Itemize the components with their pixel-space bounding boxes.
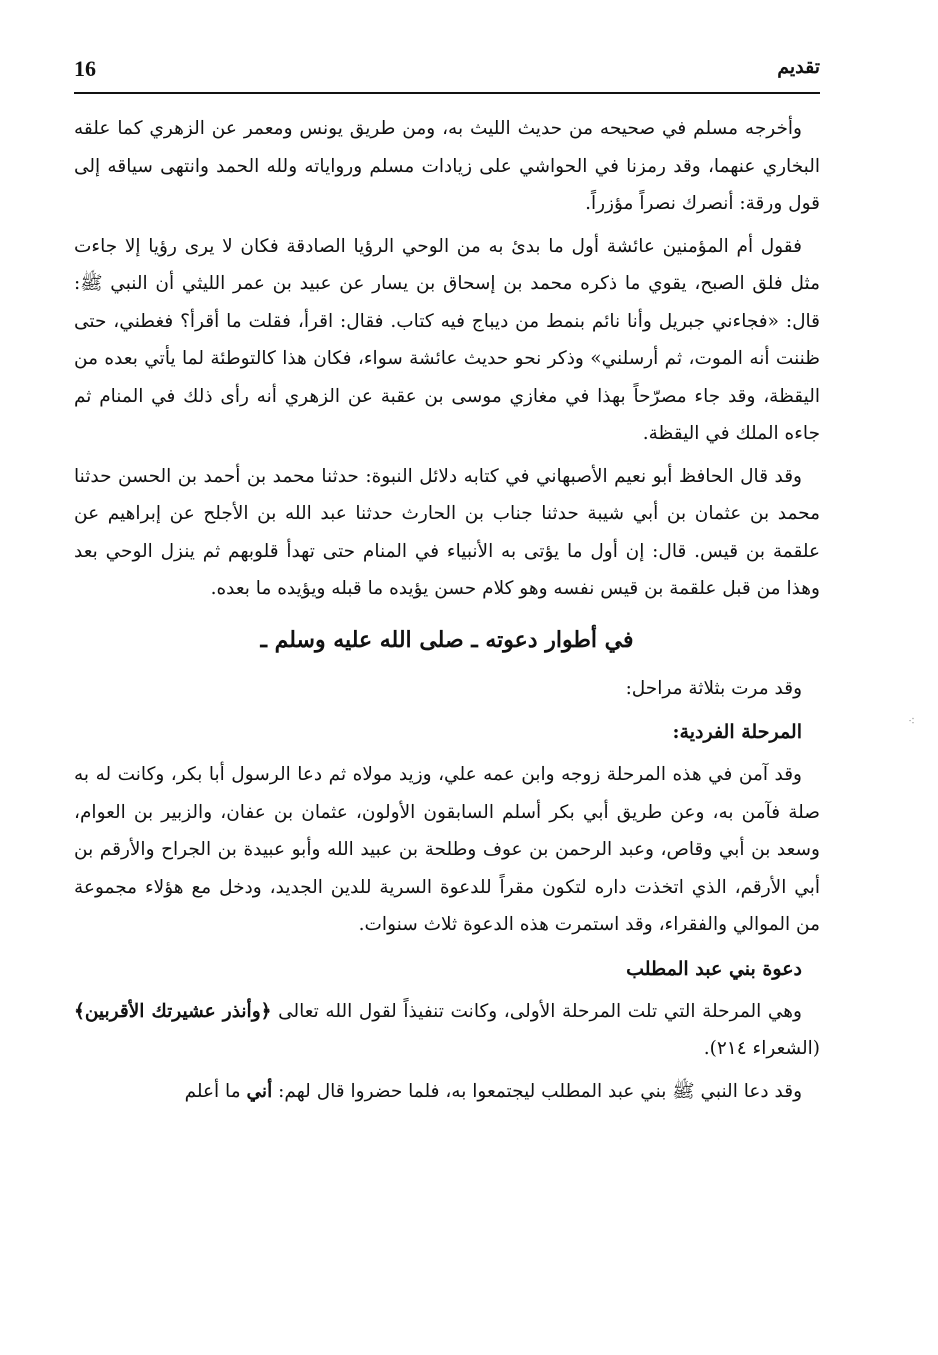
running-title: تقديم [777,56,820,78]
subheading-bani-abdulmuttalib: دعوة بني عبد المطلب [626,957,802,980]
paragraph-7-end: ما أعلم [184,1080,241,1102]
paragraph-6-intro: وهي المرحلة التي تلت المرحلة الأولى، وكانت تنفيذاً لقول الله تعالى [278,1000,802,1022]
paragraph-4: وقد مرت بثلاثة مراحل: [625,677,802,699]
paragraph-7-intro: وقد دعا النبي ﷺ بني عبد المطلب ليجتمعوا به، فلما حضروا قال لهم: [278,1080,802,1102]
verse-reference: (الشعراء ٢١٤). [703,1038,820,1059]
quran-verse: ﴿وأنذر عشيرتك الأقربين﴾ [74,1000,272,1022]
paragraph-7 [74,1073,820,1111]
subheading-individual-stage: المرحلة الفردية: [672,721,802,743]
section-title: في أطوار دعوته ـ صلى الله عليه وسلم ـ [260,626,634,653]
page-body [74,110,820,1115]
paragraph-6 [74,993,820,1068]
paragraph-3: وقد قال الحافظ أبو نعيم الأصبهاني في كتابه دلائل النبوة: حدثنا محمد بن أحمد بن الحسن حدثنا محمد بن عثمان بن أبي شيبة حدثنا جناب بن الحارث حدثنا عبد الله بن الأجلح عن إبراهيم عن علقمة بن قيس. قال: إن أول ما يؤتى به الأنبياء في المنام حتى تهدأ قلوبهم ثم ينزل الوحي بعد وهذا من قبل علقمة بن قيس نفسه وهو كلام حسن يؤيده ما قبله ويؤيده ما بعده. [74,465,820,599]
page-header [74,56,820,94]
scan-smudge-mark: ⁖ [908,714,916,728]
paragraph-7-emphasis: أني [246,1080,273,1102]
page-number: 16 [74,56,96,81]
paragraph-2: فقول أم المؤمنين عائشة أول ما بدئ به من الوحي الرؤيا الصادقة فكان لا يرى رؤيا إلا جاءت مثل فلق الصبح، يقوي ما ذكره محمد بن إسحاق بن يسار عن عبيد بن عمر الليثي أن النبي ﷺ: قال: «فجاءني جبريل وأنا نائم بنمط من ديباج فيه كتاب. فقال: اقرأ، فقلت ما أقرأ؟ فغطني، حتى ظننت أنه الموت، ثم أرسلني» وذكر نحو حديث عائشة سواء، فكان هذا كالتوطئة لما يأتي بعده من اليقظة، وقد جاء مصرّحاً بهذا في مغازي موسى بن عقبة عن الزهري أنه رأى ذلك في المنام ثم جاءه الملك في اليقظة. [74,235,820,444]
paragraph-1: وأخرجه مسلم في صحيحه من حديث الليث به، ومن طريق يونس ومعمر عن الزهري كما علقه البخاري عنهما، وقد رمزنا في الحواشي على زيادات مسلم ورواياته ولله الحمد وانتهى سياقه إلى قول ورقة: أنصرك نصراً مؤزراً. [74,118,820,214]
paragraph-5: وقد آمن في هذه المرحلة زوجه وابن عمه علي، وزيد مولاه ثم دعا الرسول أبا بكر، وكانت له به صلة فآمن به، وعن طريق أبي بكر أسلم السابقون الأولون، عثمان بن عفان، والزبير بن العوام، وسعد بن أبي وقاص، وعبد الرحمن بن عوف وطلحة بن عبيد الله وأبو عبيدة بن الجراح والأرقم بن أبي الأرقم، الذي اتخذت داره لتكون مقراً للدعوة السرية للدين الجديد، ودخل مع هؤلاء مجموعة من الموالي والفقراء، وقد استمرت هذه الدعوة ثلاث سنوات. [74,764,820,935]
